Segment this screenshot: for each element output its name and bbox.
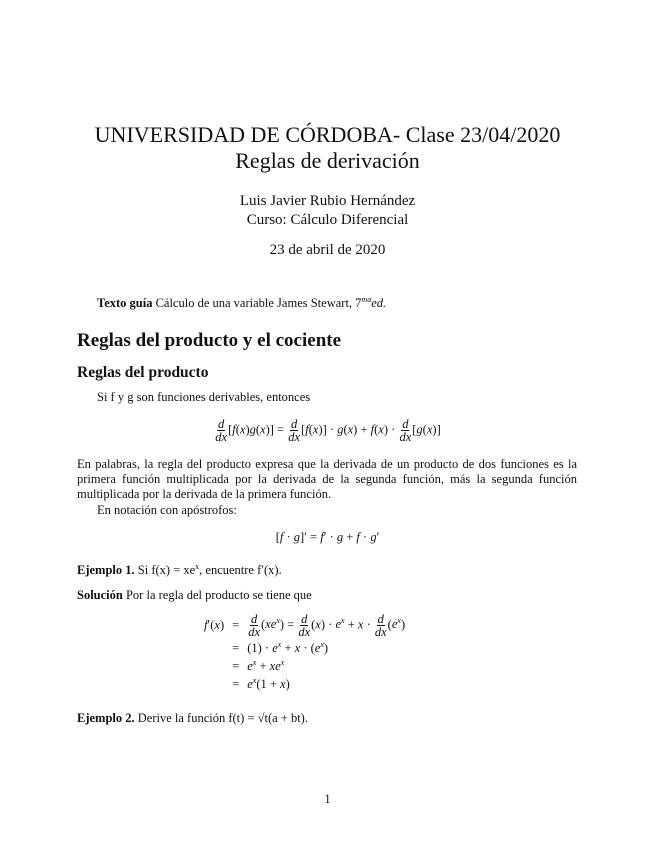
solution-label: Solución <box>77 588 123 602</box>
course: Curso: Cálculo Diferencial <box>246 212 409 228</box>
guide-suffix: ed. <box>371 296 387 311</box>
guide-label: Texto guía <box>97 296 153 311</box>
example-1-tail: , encuentre f′(x). <box>199 563 282 578</box>
title-line-2: Reglas de derivación <box>235 148 420 173</box>
example-1-sup: x <box>195 562 200 571</box>
example-1-text: Si f(x) = xe <box>137 563 196 578</box>
guide-text <box>97 292 386 311</box>
guide-body: Cálculo de una variable James Stewart, 7 <box>155 296 362 311</box>
paragraph-2: En notación con apóstrofos: <box>97 503 237 517</box>
derivation-steps: f′(x) = $\frac{d}{dx}$ $(xe^x)$ = $\frac{d}{dx}$ $(x) \cdot e^x + x$ · $\frac{d}{dx}$ $(e^x)$ = $(1) \cdot e^x + x \cdot (e^x)$ = $e^x + xe^x$ = $e^x(1 + x)$ <box>204 612 406 692</box>
prime-notation-equation: [f · g]′ = f′ · g + f · g′ <box>275 530 380 544</box>
page-title <box>0 122 655 174</box>
solution-text: Por la regla del producto se tiene que <box>125 588 312 602</box>
date: 23 de abril de 2020 <box>269 242 386 258</box>
example-2-text: Derive la función f(t) = √t(a + bt). <box>137 711 308 725</box>
example-2-label: Ejemplo 2. <box>77 711 135 725</box>
example-1 <box>77 559 282 578</box>
page-number: 1 <box>324 792 331 806</box>
product-rule-equation: $\frac{d}{dx}$ [f(x)g(x)] = $\frac{d}{dx}$ [f(x)] · g(x) + f(x) · $\frac{d}{dx}$ [g(x)] <box>215 417 441 444</box>
title-line-1: UNIVERSIDAD DE CÓRDOBA- Clase 23/04/2020 <box>94 122 561 147</box>
paragraph-1: En palabras, la regla del producto expresa que la derivada de un producto de dos funciones es la primera función multiplicada por la derivada de la segunda función, más la segunda función multiplicada por la derivada de la primera función. <box>77 457 577 501</box>
intro-text: Si f y g son funciones derivables, entonces <box>97 390 311 404</box>
author: Luis Javier Rubio Hernández <box>239 193 416 209</box>
example-1-label: Ejemplo 1. <box>77 563 135 578</box>
subsection-title: Reglas del producto <box>77 364 209 381</box>
example-2 <box>77 711 308 726</box>
section-title: Reglas del producto y el cociente <box>77 330 342 351</box>
solution <box>77 588 312 603</box>
guide-sup: ma <box>361 295 372 304</box>
